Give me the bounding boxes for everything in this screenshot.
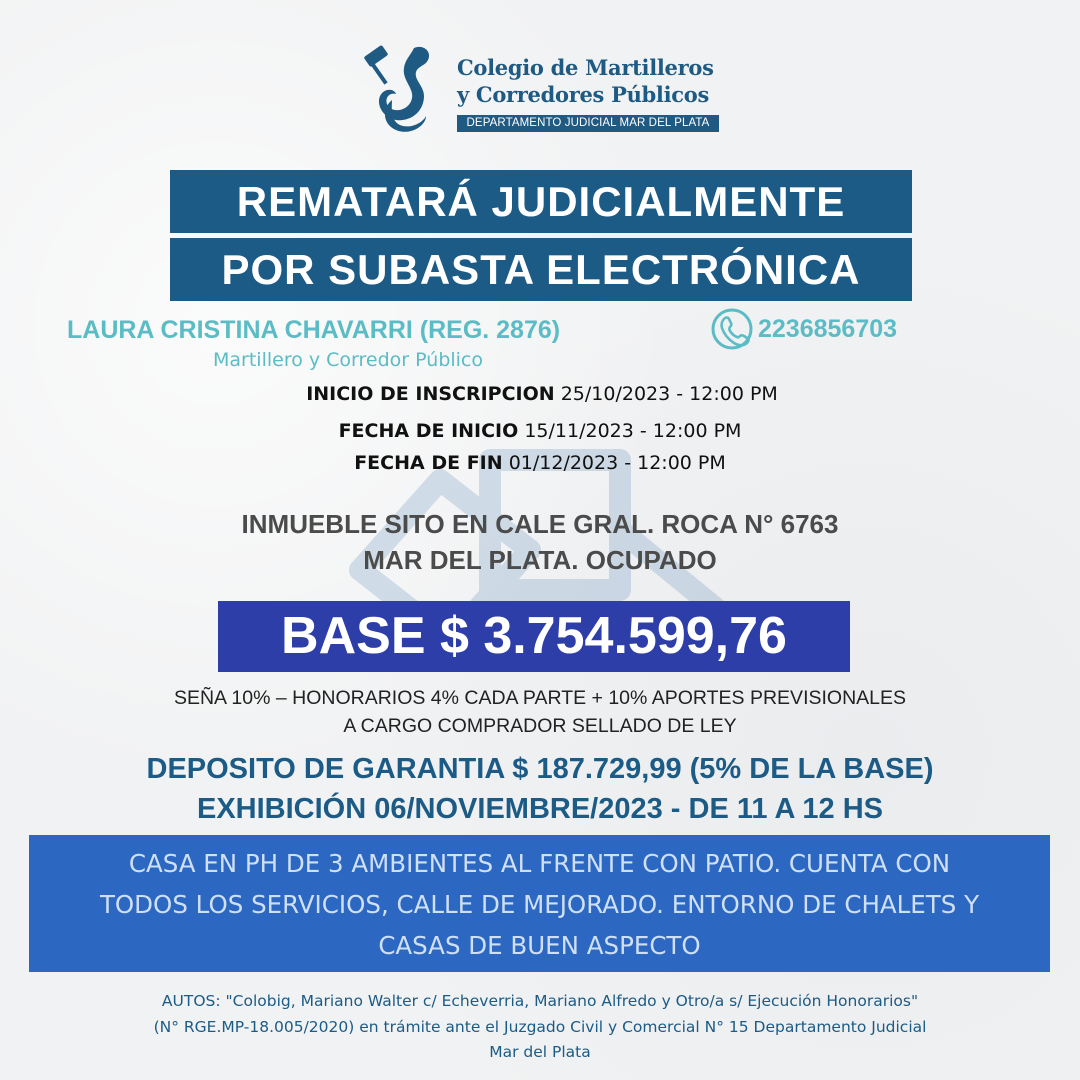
date-registration xyxy=(2,383,1080,405)
headline-line2: POR SUBASTA ELECTRÓNICA xyxy=(170,238,912,301)
organization-name-line1: Colegio de Martilleros xyxy=(457,55,714,80)
date-start-value: 15/11/2023 - 12:00 PM xyxy=(524,420,742,442)
case-reference-line2: (N° RGE.MP-18.005/2020) en trámite ante el Juzgado Civil y Comercial N° 15 Departamento Judicial xyxy=(153,1018,927,1036)
exhibition-date: EXHIBICIÓN 06/NOVIEMBRE/2023 - DE 11 A 12 HS xyxy=(196,793,884,825)
guarantee-deposit: DEPOSITO DE GARANTIA $ 187.729,99 (5% DE LA BASE) xyxy=(146,753,934,785)
property-city-status: MAR DEL PLATA. OCUPADO xyxy=(363,545,717,575)
base-price: BASE $ 3.754.599,76 xyxy=(218,601,850,672)
case-reference-line3: Mar del Plata xyxy=(489,1043,591,1061)
date-registration-value: 25/10/2023 - 12:00 PM xyxy=(560,383,778,405)
date-start-label: FECHA DE INICIO xyxy=(338,420,519,442)
date-end-value: 01/12/2023 - 12:00 PM xyxy=(508,452,726,474)
terms-line2: A CARGO COMPRADOR SELLADO DE LEY xyxy=(343,715,737,737)
phone-contact[interactable] xyxy=(710,306,897,352)
description-line3: CASAS DE BUEN ASPECTO xyxy=(378,931,701,960)
gavel-seahorse-icon xyxy=(362,40,452,140)
organization-name-line2: y Corredores Públicos xyxy=(457,82,709,107)
headline-line1: REMATARÁ JUDICIALMENTE xyxy=(170,170,912,233)
organization-name xyxy=(457,54,727,108)
date-registration-label: INICIO DE INSCRIPCION xyxy=(306,383,555,405)
auctioneer-name: LAURA CRISTINA CHAVARRI (REG. 2876) xyxy=(67,316,561,344)
phone-icon xyxy=(710,307,754,351)
organization-logo xyxy=(362,40,722,140)
terms-line1: SEÑA 10% – HONORARIOS 4% CADA PARTE + 10% APORTES PREVISIONALES xyxy=(173,687,907,709)
department-banner: DEPARTAMENTO JUDICIAL MAR DEL PLATA xyxy=(457,115,719,132)
auctioneer-role: Martillero y Corredor Público xyxy=(213,349,484,371)
date-end xyxy=(0,452,1080,474)
date-start xyxy=(0,420,1080,442)
phone-number[interactable]: 2236856703 xyxy=(758,314,898,343)
date-end-label: FECHA DE FIN xyxy=(354,452,503,474)
description-line1: CASA EN PH DE 3 AMBIENTES AL FRENTE CON PATIO. CUENTA CON xyxy=(128,849,951,878)
case-reference-line1: AUTOS: "Colobig, Mariano Walter c/ Echeverria, Mariano Alfredo y Otro/a s/ Ejecución Honorarios" xyxy=(161,992,919,1010)
description-line2: TODOS LOS SERVICIOS, CALLE DE MEJORADO. ENTORNO DE CHALETS Y xyxy=(99,890,980,919)
property-address: INMUEBLE SITO EN CALE GRAL. ROCA N° 6763 xyxy=(241,509,839,539)
property-description xyxy=(29,835,1050,972)
